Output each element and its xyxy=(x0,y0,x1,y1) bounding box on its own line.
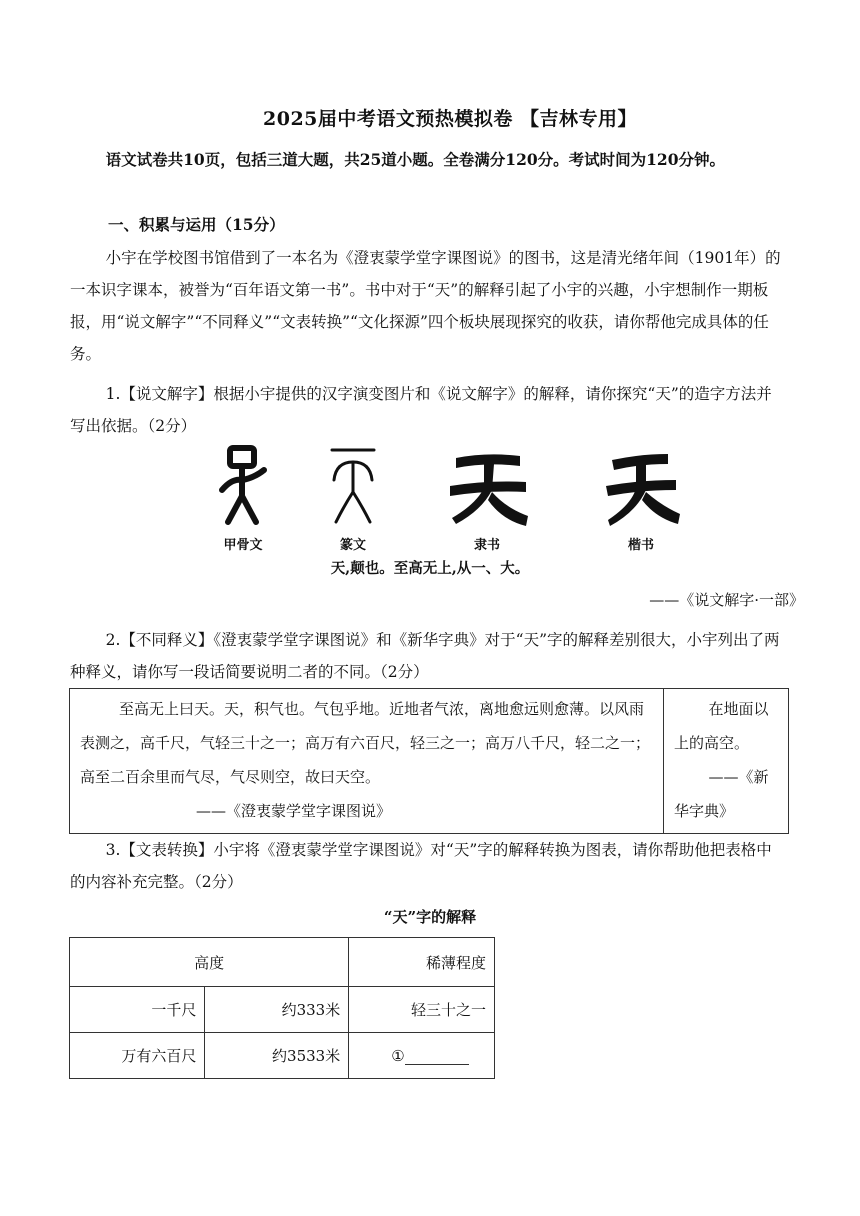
seal-script-tian-glyph xyxy=(308,440,398,530)
background-paragraph: 小宇在学校图书馆借到了一本名为《澄衷蒙学堂字课图说》的图书，这是清光绪年间（1901年）的一本识字课本，被誉为“百年语文第一书”。书中对于“天”的解释引起了小宇的兴趣，小宇想制作一期板报，用“说文解字”“不同释义”“文表转换”“文化探源”四个板块展现探究的收获，请你帮他完成具体的任务。 xyxy=(70,249,781,363)
table-title: “天”字的解释 xyxy=(383,908,477,926)
table-row xyxy=(70,987,495,1033)
xinhua-source: ——《新华字典》 xyxy=(674,768,769,820)
shuowen-source: ——《说文解字·一部》 xyxy=(649,591,804,609)
table-cell: 一千尺 xyxy=(70,987,205,1033)
glyph-label-seal: 篆文 xyxy=(339,538,366,553)
chengzhong-source: ——《澄衷蒙学堂字课图说》 xyxy=(196,802,392,820)
glyph-label-oracle: 甲骨文 xyxy=(223,538,263,553)
tian-height-table xyxy=(69,937,495,1079)
table-cell: 轻三十之一 xyxy=(349,987,495,1033)
table-cell: 万有六百尺 xyxy=(70,1033,205,1079)
glyph-label-clerical: 隶书 xyxy=(473,538,500,553)
header-thinness: 稀薄程度 xyxy=(349,938,495,987)
xinhua-definition-text: 在地面以上的高空。 xyxy=(674,700,769,752)
table-header-row xyxy=(70,938,495,987)
table-cell: 约333米 xyxy=(205,987,349,1033)
section-heading: 一、积累与运用（15分） xyxy=(108,215,285,234)
answer-blank-line[interactable] xyxy=(405,1048,469,1065)
chengzhong-definition-text: 至高无上曰天。天，积气也。气包乎地。近地者气浓，离地愈远则愈薄。以风雨表测之，高千尺，气轻三十之一；高万有六百尺，轻三之一；高万八千尺，轻二之一；高至二百余里而气尽，气尽则空，故曰天空。 xyxy=(80,700,651,786)
question-1: 1.【说文解字】根据小宇提供的汉字演变图片和《说文解字》的解释，请你探究“天”的造字方法并写出依据。（2分） xyxy=(70,385,772,435)
answer-blank-cell[interactable] xyxy=(349,1033,495,1079)
shuowen-explanation: 天,颠也。至高无上,从一、大。 xyxy=(330,560,530,577)
header-height: 高度 xyxy=(70,938,349,987)
regular-script-tian-glyph xyxy=(596,440,686,530)
page-title: 2025届中考语文预热模拟卷 【吉林专用】 xyxy=(263,108,637,130)
glyph-label-regular: 楷书 xyxy=(627,538,654,553)
oracle-bone-tian-glyph xyxy=(198,440,288,530)
question-2: 2.【不同释义】《澄衷蒙学堂字课图说》和《新华字典》对于“天”字的解释差别很大，小宇列出了两种释义，请你写一段话简要说明二者的不同。（2分） xyxy=(70,631,780,681)
chengzhong-definition-cell xyxy=(70,689,664,833)
clerical-script-tian-glyph xyxy=(442,440,532,530)
exam-intro: 语文试卷共10页，包括三道大题，共25道小题。全卷满分120分。考试时间为120分钟。 xyxy=(105,150,725,169)
blank-number: ① xyxy=(391,1046,405,1065)
table-row xyxy=(70,1033,495,1079)
question-3: 3.【文表转换】小宇将《澄衷蒙学堂字课图说》对“天”字的解释转换为图表，请你帮助他把表格中的内容补充完整。（2分） xyxy=(70,841,772,891)
table-cell: 约3533米 xyxy=(205,1033,349,1079)
xinhua-definition-cell xyxy=(664,689,790,833)
definition-comparison-table xyxy=(69,688,789,834)
